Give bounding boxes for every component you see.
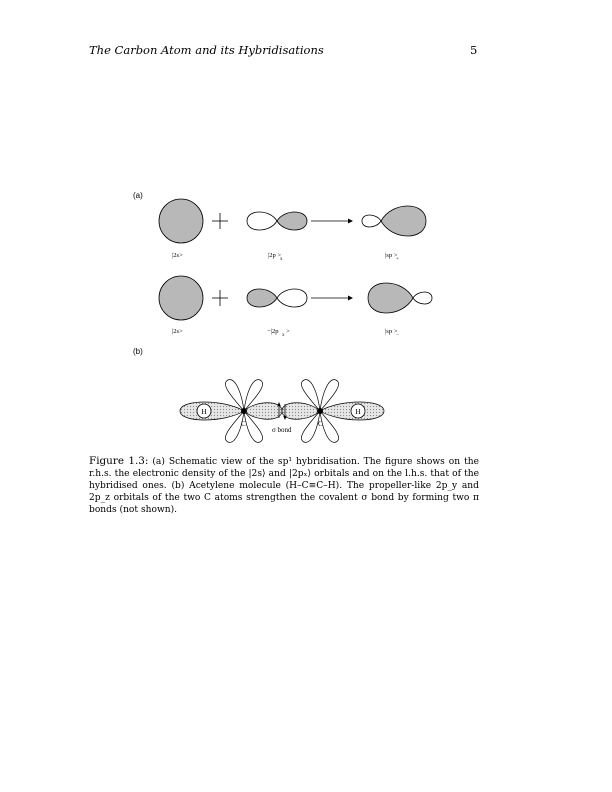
svg-text:+: + — [396, 257, 399, 262]
carbon-nucleus-left — [241, 408, 247, 414]
sigma-bond-right — [282, 403, 320, 420]
svg-text:x: x — [282, 333, 285, 338]
sp-lobe-left-h — [180, 402, 244, 420]
orbital-2s-row2 — [159, 276, 203, 320]
figure-caption — [89, 456, 479, 517]
orbital-sp-minus-small-lobe — [413, 292, 432, 304]
caption-lead: Figure 1.3: — [89, 455, 149, 467]
running-header-title: The Carbon Atom and its Hybridisations — [89, 43, 324, 57]
svg-text:−: − — [396, 333, 399, 338]
label-minus-2px: −|2p — [267, 328, 279, 335]
orbital-minus-2px-left-lobe — [247, 289, 277, 307]
svg-text:>: > — [286, 328, 290, 335]
sigma-bond-label: σ bond — [272, 426, 292, 434]
h-right-label: H — [355, 407, 361, 416]
c-left-label: C — [241, 420, 246, 428]
panel-a-label: (a) — [133, 191, 143, 200]
orbital-minus-2px-right-lobe — [277, 289, 307, 307]
panel-b-label: (b) — [133, 347, 143, 356]
label-2s-row2: |2s> — [172, 328, 183, 335]
carbon-nucleus-right — [317, 408, 323, 414]
label-2px-row1: |2p > — [268, 252, 282, 259]
c-right-label: C — [318, 420, 323, 428]
orbital-sp-plus-big-lobe — [381, 206, 426, 236]
label-2s-row1: |2s> — [172, 252, 183, 259]
sigma-bond-left — [244, 403, 282, 420]
orbital-sp-plus-small-lobe — [362, 215, 381, 227]
orbital-2s-row1 — [159, 199, 203, 243]
orbital-sp-minus-big-lobe — [368, 283, 413, 313]
label-sp-minus: |sp > — [385, 328, 398, 335]
page-number: 5 — [470, 43, 478, 57]
orbital-2px-left-lobe-row1 — [247, 212, 277, 230]
label-sp-plus: |sp > — [385, 252, 398, 259]
caption-text: (a) Schematic view of the sp¹ hybridisation. The figure shows on the r.h.s. the electronic density of the |2s⟩ and |2pₓ⟩ orbitals and on the l.h.s. that of the hybridised ones. (b) Acetylene molecule (H–C≡C–H). The propeller-like 2p_y and 2p_z orbitals of the two C atoms strengthen the covalent σ bond by forming two π bonds (not shown). — [89, 457, 479, 515]
svg-text:x: x — [280, 257, 283, 262]
acetylene-molecule — [180, 380, 384, 443]
orbital-2px-right-lobe-row1 — [277, 212, 307, 230]
h-left-label: H — [201, 407, 207, 416]
